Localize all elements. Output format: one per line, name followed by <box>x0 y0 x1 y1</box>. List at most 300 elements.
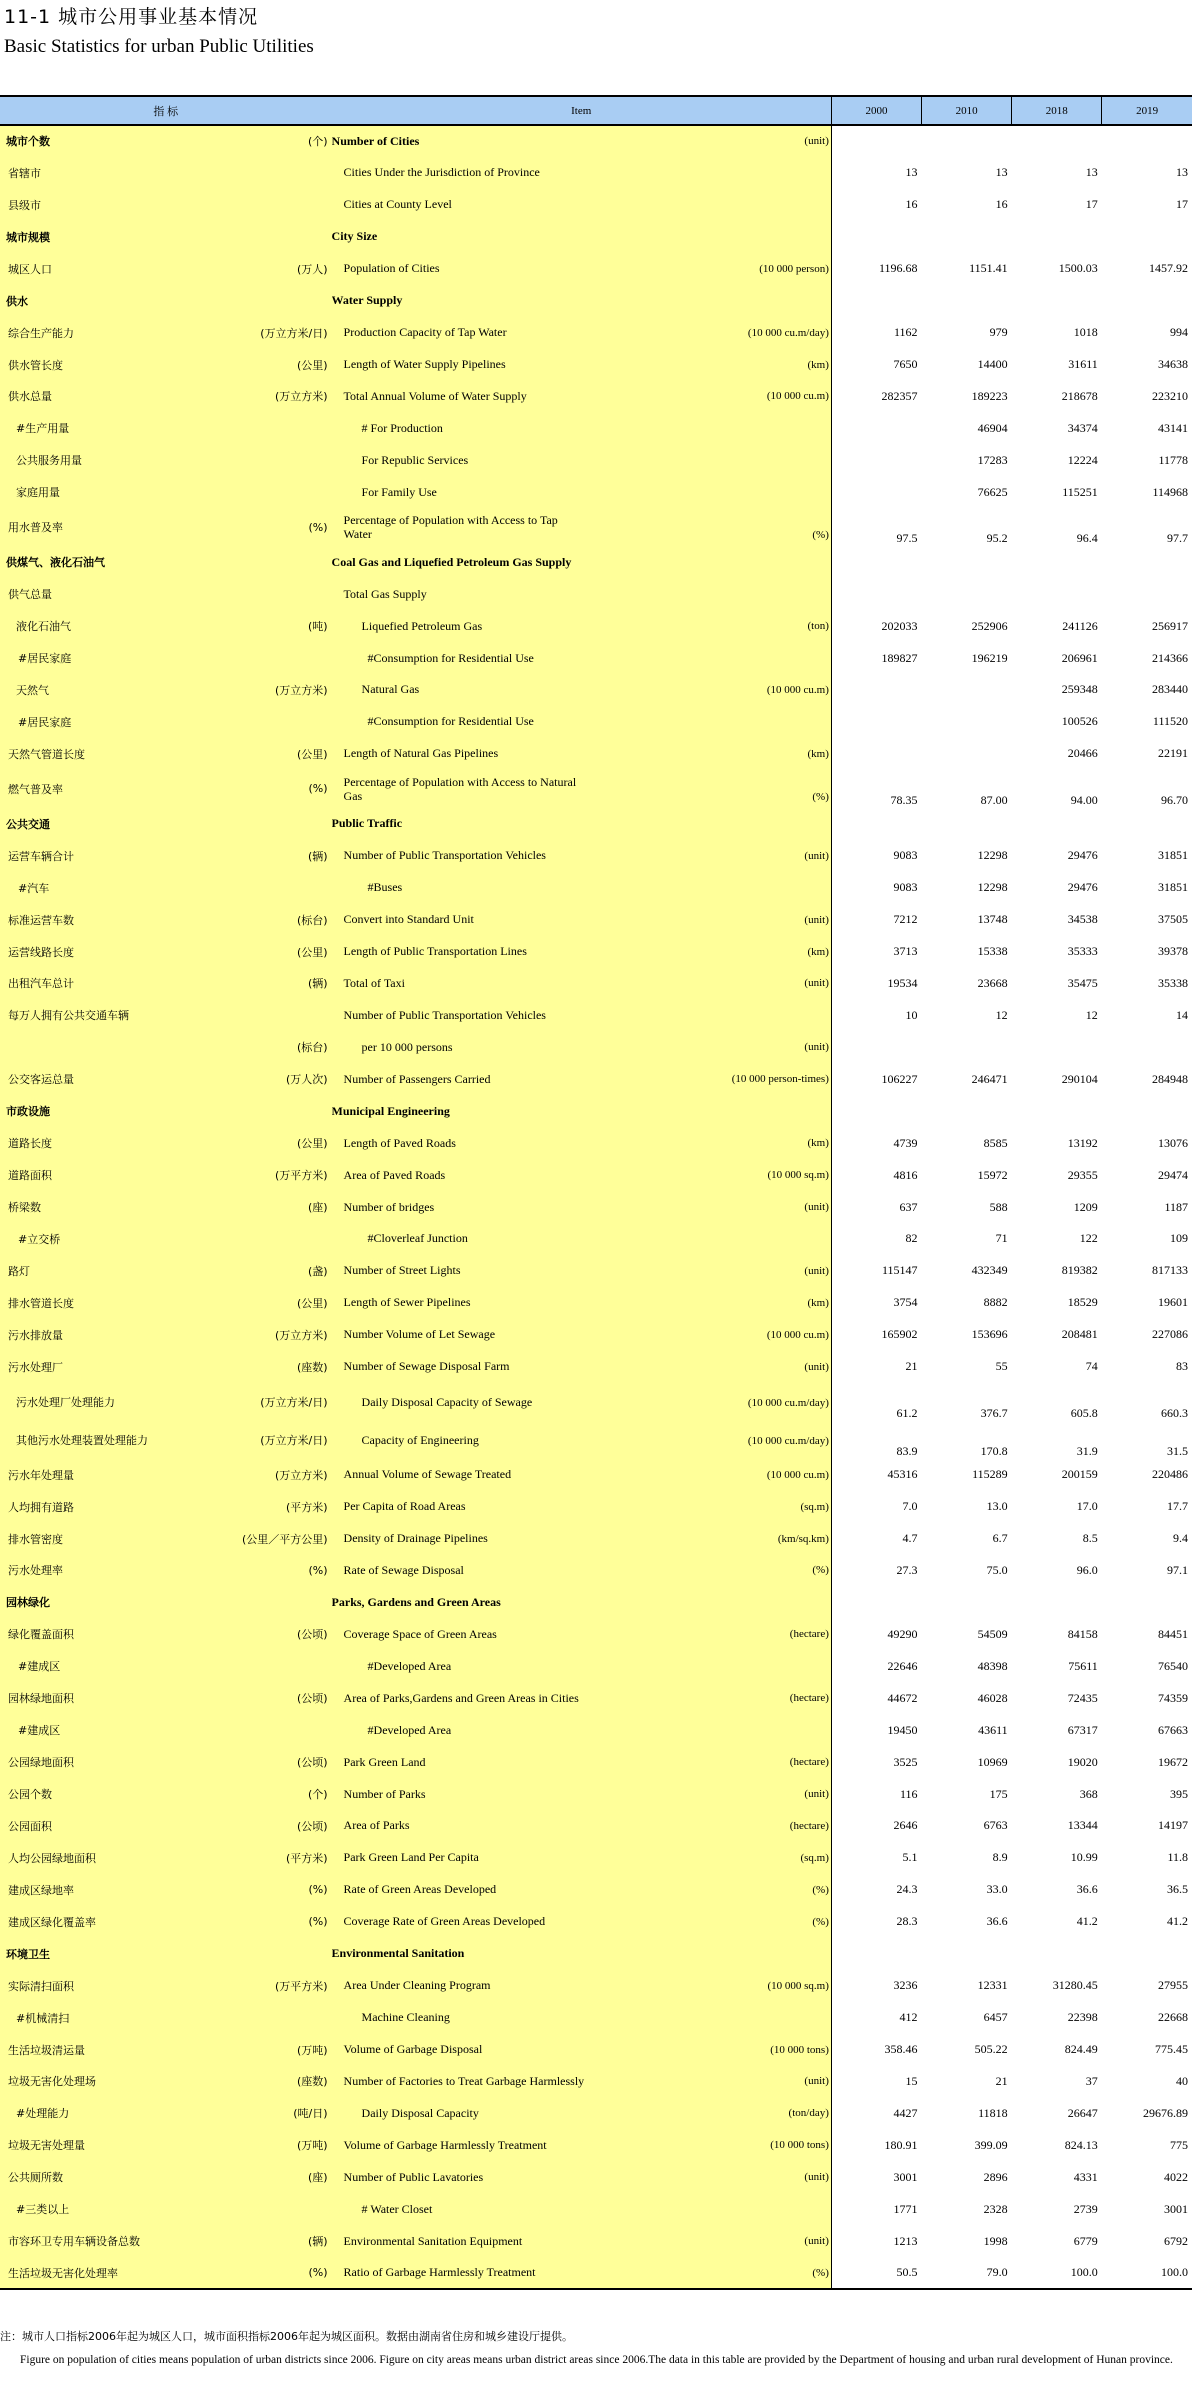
item-cell <box>332 1714 832 1746</box>
indicator-cell <box>0 2161 332 2193</box>
header-year: 2000 <box>831 96 921 125</box>
table-row <box>0 2034 1192 2066</box>
table-row <box>0 2257 1192 2289</box>
value-cell: 10.99 <box>1070 1850 1098 1865</box>
item-name-en: Water Supply <box>331 293 403 308</box>
value-cell: 16 <box>905 197 918 212</box>
indicator-name-cn: 环境卫生 <box>6 1947 50 1961</box>
value-cell <box>1012 1095 1102 1127</box>
value-cell: 153696 <box>971 1327 1008 1342</box>
item-cell <box>332 2129 832 2161</box>
indicator-cell <box>0 2225 332 2257</box>
table-row <box>0 2129 1192 2161</box>
value-cell <box>831 412 921 444</box>
indicator-name-cn: #建成区 <box>18 1724 61 1738</box>
unit-en: (unit) <box>804 135 829 148</box>
value-cell: 775.45 <box>1155 2042 1188 2057</box>
value-cell <box>922 546 1012 578</box>
value-cell: 202033 <box>881 618 918 633</box>
item-name-en: per 10 000 persons <box>361 1039 453 1054</box>
item-cell <box>332 1459 832 1491</box>
indicator-cell <box>0 1618 332 1650</box>
item-name-en: Area of Paved Roads <box>343 1167 446 1182</box>
value-cell: 3001 <box>1164 2201 1188 2216</box>
indicator-name-cn: 市政设施 <box>6 1105 50 1119</box>
unit-cn: (%) <box>308 1883 328 1897</box>
value-cell: 97.7 <box>1167 531 1188 546</box>
unit-en: (unit) <box>804 1360 829 1373</box>
value-cell <box>831 546 921 578</box>
value-cell: 819382 <box>1061 1263 1098 1278</box>
value-cell: 75.0 <box>986 1562 1008 1577</box>
value-cell <box>1102 221 1192 253</box>
header-year: 2019 <box>1102 96 1192 125</box>
value-cell <box>1102 1938 1192 1970</box>
table-row <box>0 1031 1192 1063</box>
item-cell <box>332 189 832 221</box>
unit-cn: (辆) <box>307 2235 328 2249</box>
table-row <box>0 1459 1192 1491</box>
item-name-en: Park Green Land <box>343 1754 426 1769</box>
unit-cn: (座数) <box>296 2075 328 2089</box>
indicator-cell <box>0 2066 332 2098</box>
indicator-name-cn: 人均拥有道路 <box>8 1500 74 1514</box>
unit-cn: (公里) <box>296 945 328 959</box>
unit-cn: (公里) <box>296 747 328 761</box>
indicator-name-cn: 人均公园绿地面积 <box>8 1851 96 1865</box>
value-cell <box>1012 125 1102 157</box>
indicator-cell <box>0 157 332 189</box>
value-cell: 2739 <box>1073 2201 1098 2216</box>
item-name-en: Volume of Garbage Harmlessly Treatment <box>343 2137 547 2152</box>
indicator-cell <box>0 1874 332 1906</box>
value-cell: 290104 <box>1061 1071 1098 1086</box>
value-cell: 115251 <box>1062 484 1098 499</box>
value-cell: 14 <box>1176 1007 1188 1022</box>
value-cell: 19450 <box>887 1722 918 1737</box>
value-cell: 27955 <box>1158 1978 1188 1993</box>
value-cell: 76540 <box>1158 1658 1188 1673</box>
value-cell: 3713 <box>893 944 918 959</box>
indicator-name-cn: #处理能力 <box>16 2107 70 2121</box>
indicator-name-cn: 建成区绿化覆盖率 <box>8 1915 96 1929</box>
indicator-cell <box>0 1906 332 1938</box>
indicator-cell <box>0 1159 332 1191</box>
unit-cn: (平方米) <box>285 1500 328 1514</box>
indicator-name-cn: #汽车 <box>18 881 50 895</box>
indicator-name-cn: 供水总量 <box>8 390 52 404</box>
value-cell: 3754 <box>893 1295 918 1310</box>
value-cell: 200159 <box>1061 1467 1098 1482</box>
section-row <box>0 1095 1192 1127</box>
value-cell: 637 <box>899 1199 918 1214</box>
table-row <box>0 189 1192 221</box>
table-row <box>0 1874 1192 1906</box>
value-cell: 10 <box>905 1007 918 1022</box>
value-cell: 67317 <box>1067 1722 1098 1737</box>
value-cell: 84451 <box>1158 1626 1188 1641</box>
indicator-name-cn: #居民家庭 <box>18 652 72 666</box>
value-cell: 17.7 <box>1167 1499 1188 1514</box>
item-cell <box>332 508 832 546</box>
value-cell: 13.0 <box>986 1499 1008 1514</box>
value-cell: 45316 <box>887 1467 918 1482</box>
unit-en: (unit) <box>804 1041 829 1054</box>
item-name-en: Length of Public Transportation Lines <box>343 944 527 959</box>
indicator-cell <box>0 476 332 508</box>
value-cell <box>1102 808 1192 840</box>
value-cell: 10969 <box>977 1754 1008 1769</box>
value-cell: 214366 <box>1152 650 1188 665</box>
indicator-name-cn: 县级市 <box>8 198 41 212</box>
table-row <box>0 610 1192 642</box>
table-row <box>0 1063 1192 1095</box>
indicator-name-cn: 排水管道长度 <box>8 1296 74 1310</box>
value-cell: 824.13 <box>1064 2137 1098 2152</box>
unit-en: (%) <box>812 529 829 542</box>
value-cell: 100.0 <box>1102 2257 1192 2289</box>
item-name-en: Coverage Rate of Green Areas Developed <box>343 1914 546 1929</box>
value-cell: 1018 <box>1073 325 1098 340</box>
indicator-cell <box>0 904 332 936</box>
value-cell: 227086 <box>1152 1327 1188 1342</box>
indicator-name-cn: 燃气普及率 <box>8 782 63 796</box>
value-cell: 34638 <box>1158 357 1188 372</box>
item-cell <box>332 1063 832 1095</box>
item-name-en: #Developed Area <box>367 1658 452 1673</box>
indicator-name-cn: 运营线路长度 <box>8 945 74 959</box>
value-cell <box>831 738 921 770</box>
value-cell: 13192 <box>1067 1135 1098 1150</box>
value-cell: 43611 <box>978 1722 1008 1737</box>
unit-en: (unit) <box>804 1264 829 1277</box>
unit-en: (hectare) <box>789 1692 829 1705</box>
item-name-en: Area Under Cleaning Program <box>343 1978 491 1993</box>
section-row <box>0 546 1192 578</box>
indicator-name-cn: #机械清扫 <box>16 2011 70 2025</box>
item-cell <box>332 1127 832 1159</box>
value-cell: 24.3 <box>896 1882 918 1897</box>
value-cell <box>1012 221 1102 253</box>
indicator-name-cn: 公共厕所数 <box>8 2171 63 2185</box>
value-cell: 83 <box>1176 1359 1188 1374</box>
item-cell <box>332 317 832 349</box>
value-cell <box>922 285 1012 317</box>
indicator-name-cn: #建成区 <box>18 1660 61 1674</box>
indicator-name-cn: 天然气 <box>16 683 49 697</box>
value-cell <box>831 706 921 738</box>
item-name-en: Number of Cities <box>331 133 420 148</box>
indicator-cell <box>0 2257 332 2289</box>
value-cell <box>831 125 921 157</box>
unit-en: (km) <box>807 1296 829 1309</box>
value-cell <box>831 674 921 706</box>
item-cell <box>332 610 832 642</box>
item-name-en: Total Annual Volume of Water Supply <box>343 388 527 403</box>
indicator-cell <box>0 2097 332 2129</box>
value-cell: 31851 <box>1158 848 1188 863</box>
indicator-cell <box>0 221 332 253</box>
value-cell: 122 <box>1079 1231 1098 1246</box>
indicator-cell <box>0 578 332 610</box>
value-cell: 43141 <box>1158 420 1188 435</box>
unit-cn: (盏) <box>307 1264 328 1278</box>
value-cell: 78.35 <box>890 792 918 807</box>
item-cell <box>332 1938 832 1970</box>
value-cell: 9083 <box>893 848 918 863</box>
value-cell: 19020 <box>1067 1754 1098 1769</box>
table-row <box>0 1714 1192 1746</box>
value-cell: 6.7 <box>992 1531 1008 1546</box>
table-row <box>0 2066 1192 2098</box>
value-cell: 13 <box>1176 165 1188 180</box>
item-cell <box>332 1523 832 1555</box>
value-cell: 13076 <box>1158 1135 1188 1150</box>
item-name-en: Production Capacity of Tap Water <box>343 325 507 340</box>
indicator-cell <box>0 1810 332 1842</box>
indicator-cell <box>0 1319 332 1351</box>
value-cell: 208481 <box>1061 1327 1098 1342</box>
header-indicator: 指 标 <box>0 96 332 125</box>
indicator-name-cn: 公共交通 <box>6 817 50 831</box>
item-cell <box>332 1159 832 1191</box>
value-cell: 12 <box>1085 1007 1098 1022</box>
value-cell: 41.2 <box>1076 1914 1098 1929</box>
item-name-en: Municipal Engineering <box>331 1103 450 1118</box>
indicator-name-cn: 园林绿地面积 <box>8 1692 74 1706</box>
item-cell <box>332 1255 832 1287</box>
item-name-en: #Cloverleaf Junction <box>367 1231 468 1246</box>
item-name-en: Volume of Garbage Disposal <box>343 2042 483 2057</box>
indicator-cell <box>0 968 332 1000</box>
item-name-en: Daily Disposal Capacity of Sewage <box>361 1394 533 1409</box>
value-cell: 4022 <box>1164 2169 1188 2184</box>
item-cell <box>332 157 832 189</box>
value-cell: 13 <box>905 165 918 180</box>
item-name-en: Length of Paved Roads <box>343 1135 456 1150</box>
value-cell: 11778 <box>1158 452 1188 467</box>
unit-cn: (座) <box>307 1201 328 1215</box>
value-cell: 4.7 <box>902 1531 918 1546</box>
item-name-en: Percentage of Population with Access to Natural Gas <box>343 774 577 803</box>
value-cell <box>831 1938 921 1970</box>
value-cell: 7.0 <box>902 1499 918 1514</box>
table-row <box>0 1255 1192 1287</box>
value-cell: 19601 <box>1158 1295 1188 1310</box>
value-cell: 39378 <box>1158 944 1188 959</box>
unit-cn: (万立方米) <box>274 1468 328 1482</box>
table-row <box>0 1650 1192 1682</box>
value-cell: 3525 <box>893 1754 918 1769</box>
value-cell <box>922 221 1012 253</box>
item-cell <box>332 1095 832 1127</box>
indicator-name-cn: 公园绿地面积 <box>8 1756 74 1770</box>
indicator-cell <box>0 508 332 546</box>
item-cell <box>332 1746 832 1778</box>
item-cell <box>332 476 832 508</box>
table-row <box>0 412 1192 444</box>
value-cell <box>831 221 921 253</box>
value-cell: 284948 <box>1152 1071 1188 1086</box>
value-cell: 115147 <box>881 1263 918 1278</box>
value-cell: 106227 <box>881 1071 918 1086</box>
value-cell: 14400 <box>977 357 1008 372</box>
indicator-name-cn: 公园面积 <box>8 1819 52 1833</box>
unit-en: (10 000 cu.m) <box>766 390 829 403</box>
item-cell <box>332 1383 832 1421</box>
value-cell: 76625 <box>977 484 1008 499</box>
indicator-name-cn: 城市规模 <box>6 230 50 244</box>
indicator-name-cn: 城区人口 <box>8 262 52 276</box>
value-cell: 22646 <box>887 1658 918 1673</box>
item-name-en: #Consumption for Residential Use <box>367 650 534 665</box>
indicator-cell <box>0 738 332 770</box>
value-cell <box>1012 808 1102 840</box>
value-cell: 13344 <box>1067 1818 1098 1833</box>
indicator-name-cn: #三类以上 <box>16 2203 70 2217</box>
value-cell: 241126 <box>1062 618 1098 633</box>
value-cell: 26647 <box>1067 2105 1098 2120</box>
indicator-cell <box>0 444 332 476</box>
indicator-cell <box>0 2129 332 2161</box>
value-cell: 1151.41 <box>969 261 1008 276</box>
value-cell: 660.3 <box>1161 1405 1188 1420</box>
section-row <box>0 125 1192 157</box>
unit-cn: (辆) <box>307 849 328 863</box>
item-cell <box>332 2161 832 2193</box>
value-cell: 34538 <box>1067 912 1098 927</box>
unit-cn: (公里) <box>296 358 328 372</box>
value-cell: 72435 <box>1067 1690 1098 1705</box>
item-cell <box>332 1421 832 1459</box>
value-cell: 12298 <box>977 848 1008 863</box>
indicator-cell <box>0 936 332 968</box>
value-cell <box>831 1095 921 1127</box>
value-cell: 29476 <box>1067 880 1098 895</box>
item-cell <box>332 904 832 936</box>
indicator-cell <box>0 1063 332 1095</box>
indicator-name-cn: 生活垃圾无害化处理率 <box>8 2266 118 2280</box>
table-row <box>0 1191 1192 1223</box>
indicator-cell <box>0 610 332 642</box>
indicator-cell <box>0 1586 332 1618</box>
item-name-en: Natural Gas <box>361 682 420 697</box>
value-cell <box>922 808 1012 840</box>
unit-cn: (万平方米) <box>274 1169 328 1183</box>
value-cell <box>1102 578 1192 610</box>
value-cell: 4739 <box>893 1135 918 1150</box>
value-cell: 84158 <box>1067 1626 1098 1641</box>
indicator-name-cn: 市容环卫专用车辆设备总数 <box>8 2235 140 2249</box>
value-cell: 31851 <box>1158 880 1188 895</box>
item-name-en: Length of Natural Gas Pipelines <box>343 746 499 761</box>
item-name-en: Number of Public Transportation Vehicles <box>343 1007 546 1022</box>
indicator-cell <box>0 1938 332 1970</box>
value-cell: 1187 <box>1164 1199 1188 1214</box>
item-cell <box>332 253 832 285</box>
table-row <box>0 253 1192 285</box>
value-cell: 21 <box>995 2073 1008 2088</box>
header-year: 2018 <box>1012 96 1102 125</box>
unit-en: (10 000 tons) <box>770 2139 829 2152</box>
value-cell: 1209 <box>1073 1199 1098 1214</box>
indicator-cell <box>0 770 332 808</box>
value-cell: 3001 <box>893 2169 918 2184</box>
value-cell <box>922 706 1012 738</box>
item-name-en: Number of Parks <box>343 1786 426 1801</box>
item-name-en: Coal Gas and Liquefied Petroleum Gas Supply <box>331 554 572 569</box>
indicator-cell <box>0 1842 332 1874</box>
indicator-name-cn: 家庭用量 <box>16 486 60 500</box>
unit-cn: (%) <box>308 1915 328 1929</box>
table-row <box>0 1842 1192 1874</box>
value-cell: 33.0 <box>986 1882 1008 1897</box>
item-name-en: Number of Passengers Carried <box>343 1071 491 1086</box>
value-cell: 100.0 <box>1012 2257 1102 2289</box>
value-cell <box>1012 546 1102 578</box>
value-cell: 15972 <box>977 1167 1008 1182</box>
value-cell <box>1102 1586 1192 1618</box>
value-cell: 1771 <box>893 2201 918 2216</box>
value-cell: 48398 <box>977 1658 1008 1673</box>
value-cell: 97.1 <box>1167 1562 1188 1577</box>
item-cell <box>332 125 832 157</box>
value-cell: 13748 <box>977 912 1008 927</box>
table-row <box>0 706 1192 738</box>
unit-en: (hectare) <box>789 1819 829 1832</box>
value-cell: 29676.89 <box>1143 2105 1188 2120</box>
value-cell: 220486 <box>1152 1467 1188 1482</box>
value-cell: 83.9 <box>896 1443 918 1458</box>
value-cell <box>922 1095 1012 1127</box>
unit-en: (unit) <box>804 913 829 926</box>
value-cell: 11818 <box>978 2105 1008 2120</box>
unit-cn: (吨/日) <box>293 2107 328 2121</box>
unit-en: (unit) <box>804 977 829 990</box>
item-name-en: Number of Street Lights <box>343 1263 461 1278</box>
indicator-name-cn: 标准运营车数 <box>8 913 74 927</box>
unit-cn: (%) <box>308 520 328 534</box>
item-name-en: Length of Water Supply Pipelines <box>343 357 506 372</box>
table-row <box>0 157 1192 189</box>
unit-en: (10 000 person-times) <box>731 1073 829 1086</box>
value-cell: 17.0 <box>1076 1499 1098 1514</box>
item-name-en: Capacity of Engineering <box>361 1432 479 1447</box>
indicator-cell <box>0 1746 332 1778</box>
value-cell: 5.1 <box>902 1850 918 1865</box>
unit-en: (unit) <box>804 1788 829 1801</box>
unit-cn: (个) <box>307 1788 328 1802</box>
value-cell: 100526 <box>1061 714 1098 729</box>
unit-en: (km) <box>807 945 829 958</box>
indicator-cell <box>0 189 332 221</box>
table-row <box>0 2002 1192 2034</box>
value-cell: 40 <box>1176 2073 1188 2088</box>
item-name-en: Number of Public Lavatories <box>343 2169 484 2184</box>
item-name-en: Total of Taxi <box>343 975 405 990</box>
value-cell <box>922 125 1012 157</box>
value-cell <box>831 808 921 840</box>
indicator-name-cn: 道路长度 <box>8 1137 52 1151</box>
unit-en: (%) <box>812 1883 829 1896</box>
indicator-name-cn: 污水年处理量 <box>8 1468 74 1482</box>
indicator-name-cn: 供水管长度 <box>8 358 63 372</box>
unit-cn: (平方米) <box>285 1851 328 1865</box>
value-cell: 37505 <box>1158 912 1188 927</box>
item-cell <box>332 808 832 840</box>
table-title-en: Basic Statistics for urban Public Utilities <box>4 36 314 57</box>
value-cell: 19672 <box>1158 1754 1188 1769</box>
